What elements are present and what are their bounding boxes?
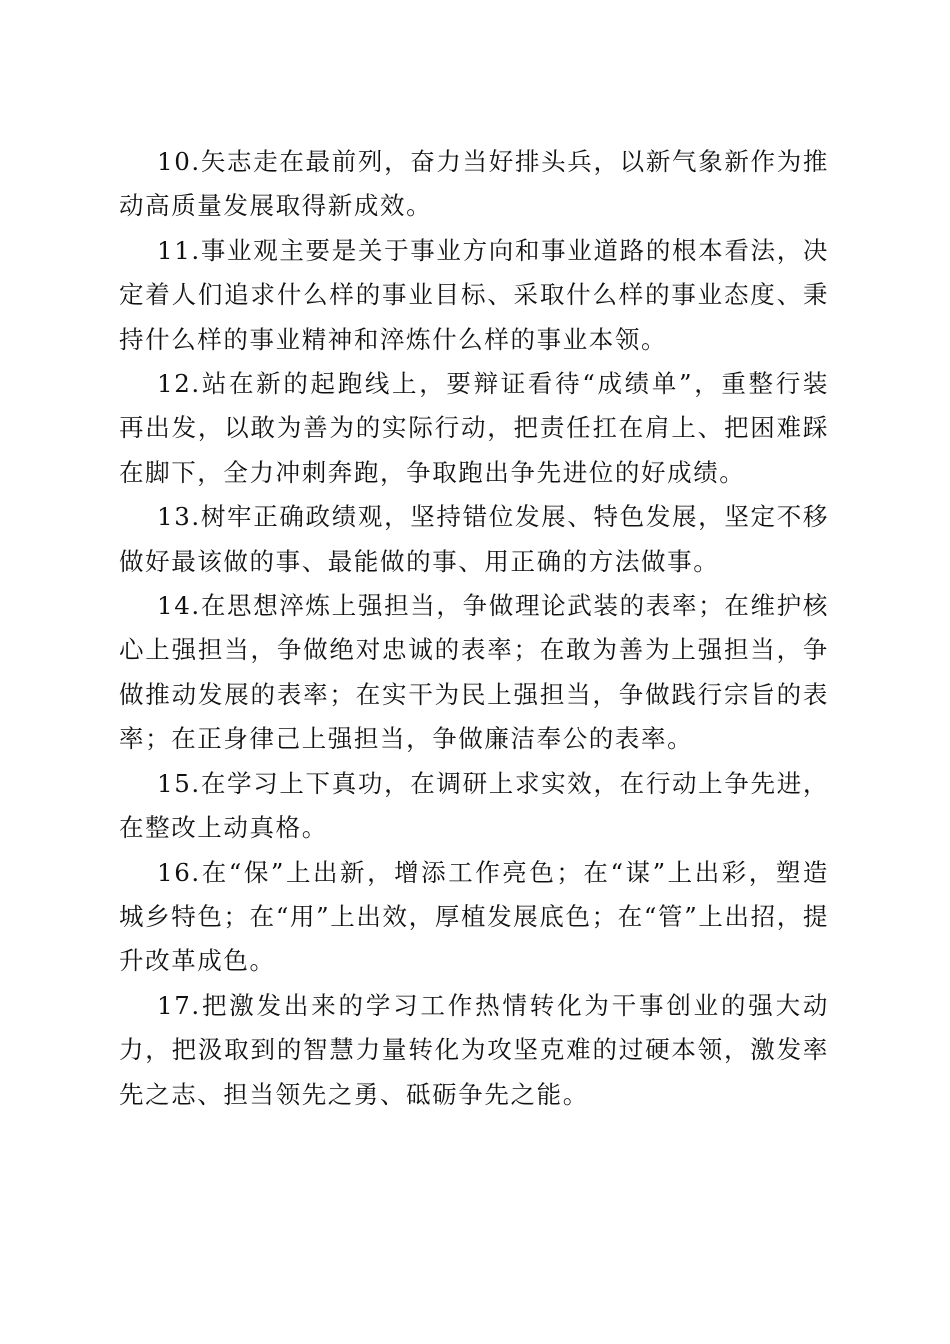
paragraph-13: 13.树牢正确政绩观，坚持错位发展、特色发展，坚定不移做好最该做的事、最能做的事、用正确的方法做事。 <box>119 502 829 576</box>
paragraph-11: 11.事业观主要是关于事业方向和事业道路的根本看法，决定着人们追求什么样的事业目标、采取什么样的事业态度、秉持什么样的事业精神和淬炼什么样的事业本领。 <box>119 235 829 354</box>
paragraph-14: 14.在思想淬炼上强担当，争做理论武装的表率；在维护核心上强担当，争做绝对忠诚的表率；在敢为善为上强担当，争做推动发展的表率；在实干为民上强担当，争做践行宗旨的表率；在正身律己上强担当，争做廉洁奉公的表率。 <box>119 591 829 754</box>
paragraph-10: 10.矢志走在最前列，奋力当好排头兵，以新气象新作为推动高质量发展取得新成效。 <box>119 147 829 221</box>
paragraph-16: 16.在“保”上出新，增添工作亮色；在“谋”上出彩，塑造城乡特色；在“用”上出效，厚植发展底色；在“管”上出招，提升改革成色。 <box>119 857 829 976</box>
document-body <box>119 140 829 1117</box>
paragraph-12: 12.站在新的起跑线上，要辩证看待“成绩单”，重整行装再出发，以敢为善为的实际行动，把责任扛在肩上、把困难踩在脚下，全力冲刺奔跑，争取跑出争先进位的好成绩。 <box>119 369 829 487</box>
paragraph-17: 17.把激发出来的学习工作热情转化为干事创业的强大动力，把汲取到的智慧力量转化为攻坚克难的过硬本领，激发率先之志、担当领先之勇、砥砺争先之能。 <box>119 990 829 1109</box>
paragraph-15: 15.在学习上下真功，在调研上求实效，在行动上争先进，在整改上动真格。 <box>119 768 829 843</box>
